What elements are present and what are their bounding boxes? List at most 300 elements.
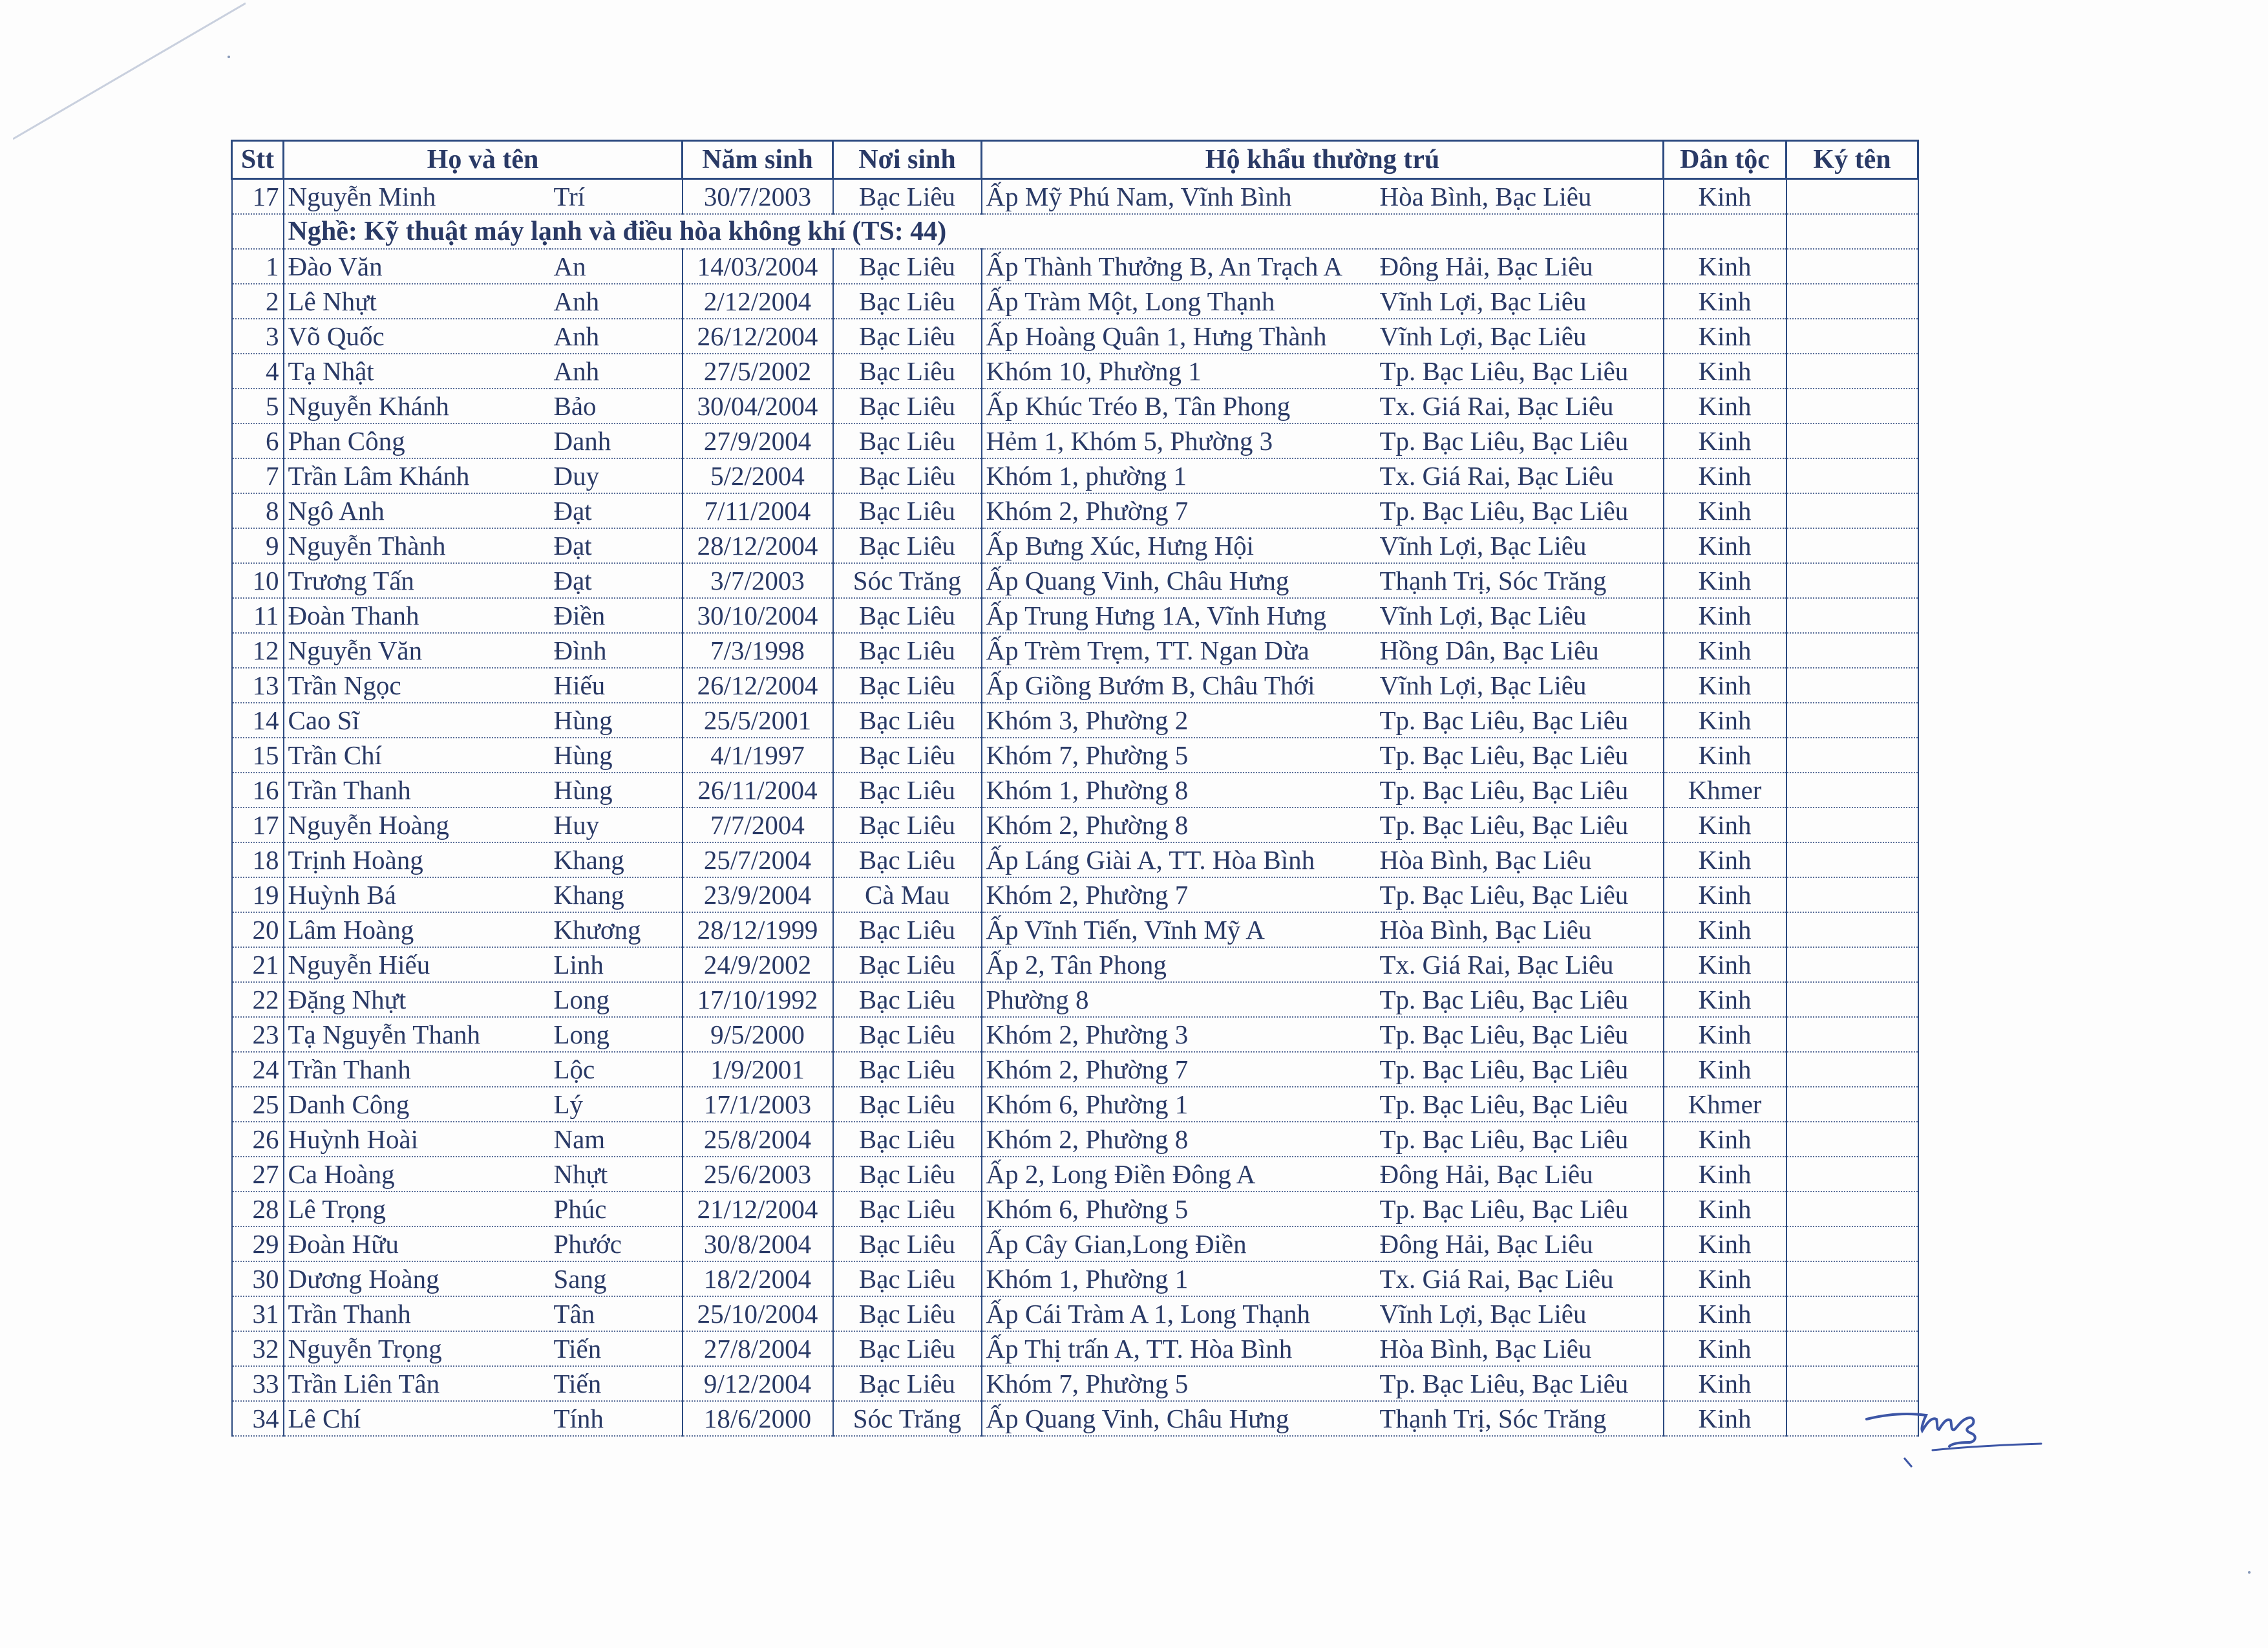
cell-ho-khau-huyen-tinh: Vĩnh Lợi, Bạc Liêu (1376, 598, 1664, 633)
cell-ten: Đạt (550, 563, 683, 598)
cell-nam-sinh: 23/9/2004 (683, 877, 833, 912)
cell-ho: Cao Sĩ (284, 703, 550, 738)
cell-ho-khau-dia-chi: Khóm 6, Phường 1 (982, 1087, 1376, 1122)
cell-noi-sinh: Bạc Liêu (833, 1226, 982, 1261)
cell-stt: 2 (232, 284, 284, 319)
cell-dan-toc: Kinh (1664, 493, 1786, 528)
table-row (232, 842, 1918, 877)
cell-nam-sinh: 26/12/2004 (683, 319, 833, 354)
paper-fold-mark (13, 0, 246, 168)
speck-mark (228, 56, 230, 58)
cell-noi-sinh: Bạc Liêu (833, 947, 982, 982)
cell-ho: Trần Chí (284, 738, 550, 773)
cell-noi-sinh: Bạc Liêu (833, 284, 982, 319)
cell-stt: 11 (232, 598, 284, 633)
cell-dan-toc: Khmer (1664, 773, 1786, 808)
cell-ky-ten (1786, 1122, 1918, 1157)
cell-ho-khau-huyen-tinh: Tx. Giá Rai, Bạc Liêu (1376, 947, 1664, 982)
cell-dan-toc: Kinh (1664, 423, 1786, 458)
cell-dan-toc: Kinh (1664, 563, 1786, 598)
section-title: Nghề: Kỹ thuật máy lạnh và điều hòa không khí (TS: 44) (284, 214, 1664, 249)
cell-ky-ten (1786, 1296, 1918, 1331)
cell-ten: Sang (550, 1261, 683, 1296)
cell-nam-sinh: 1/9/2001 (683, 1052, 833, 1087)
cell-ho-khau-huyen-tinh: Vĩnh Lợi, Bạc Liêu (1376, 1296, 1664, 1331)
cell-ho-khau-dia-chi: Khóm 1, Phường 1 (982, 1261, 1376, 1296)
cell-ho-khau-huyen-tinh: Tp. Bạc Liêu, Bạc Liêu (1376, 493, 1664, 528)
cell-ho: Trần Thanh (284, 1052, 550, 1087)
cell-ho: Lê Nhựt (284, 284, 550, 319)
cell-nam-sinh: 27/5/2002 (683, 354, 833, 389)
cell-dan-toc: Kinh (1664, 1401, 1786, 1436)
cell-ten: Anh (550, 319, 683, 354)
cell-stt: 12 (232, 633, 284, 668)
table-row (232, 633, 1918, 668)
table-row (232, 598, 1918, 633)
cell-ho-khau-dia-chi: Khóm 2, Phường 7 (982, 1052, 1376, 1087)
cell-ten: Tiến (550, 1366, 683, 1401)
table-row (232, 982, 1918, 1017)
cell-ky-ten (1786, 284, 1918, 319)
cell-ten: Nhựt (550, 1157, 683, 1192)
cell-dan-toc: Kinh (1664, 738, 1786, 773)
cell-ky-ten (1786, 1017, 1918, 1052)
cell-nam-sinh: 25/5/2001 (683, 703, 833, 738)
cell-noi-sinh: Bạc Liêu (833, 633, 982, 668)
cell-dan-toc: Kinh (1664, 877, 1786, 912)
cell-stt: 22 (232, 982, 284, 1017)
cell-ho-khau-dia-chi: Ấp Bưng Xúc, Hưng Hội (982, 528, 1376, 563)
cell-ho: Võ Quốc (284, 319, 550, 354)
cell-ho-khau-dia-chi: Khóm 2, Phường 7 (982, 493, 1376, 528)
cell-ten: Huy (550, 808, 683, 842)
cell-dan-toc: Kinh (1664, 842, 1786, 877)
cell-ho-khau-huyen-tinh: Tp. Bạc Liêu, Bạc Liêu (1376, 773, 1664, 808)
cell-stt: 17 (232, 179, 284, 215)
cell-ky-ten (1786, 947, 1918, 982)
col-header-noi-sinh: Nơi sinh (833, 141, 982, 179)
cell-dan-toc: Kinh (1664, 528, 1786, 563)
cell-ho-khau-huyen-tinh: Đông Hải, Bạc Liêu (1376, 1226, 1664, 1261)
table-row (232, 389, 1918, 423)
cell-ten: Trí (550, 179, 683, 215)
cell-dan-toc: Khmer (1664, 1087, 1786, 1122)
cell-nam-sinh: 25/10/2004 (683, 1296, 833, 1331)
cell-ky-ten (1786, 1261, 1918, 1296)
col-header-ho-khau: Hộ khẩu thường trú (982, 141, 1664, 179)
cell-nam-sinh: 9/12/2004 (683, 1366, 833, 1401)
cell-nam-sinh: 14/03/2004 (683, 249, 833, 284)
cell-ho: Trần Thanh (284, 773, 550, 808)
cell-ho-khau-dia-chi: Khóm 10, Phường 1 (982, 354, 1376, 389)
cell-ten: Long (550, 1017, 683, 1052)
cell-ten: Đình (550, 633, 683, 668)
table-row (232, 1366, 1918, 1401)
cell-ho: Tạ Nguyễn Thanh (284, 1017, 550, 1052)
cell-ho: Lê Trọng (284, 1192, 550, 1226)
cell-stt: 18 (232, 842, 284, 877)
cell-ten: Long (550, 982, 683, 1017)
cell-ho-khau-dia-chi: Ấp Láng Giài A, TT. Hòa Bình (982, 842, 1376, 877)
cell-ho-khau-dia-chi: Ấp Thị trấn A, TT. Hòa Bình (982, 1331, 1376, 1366)
cell-ho-khau-dia-chi: Khóm 3, Phường 2 (982, 703, 1376, 738)
table-row (232, 1296, 1918, 1331)
cell-ho-khau-dia-chi: Ấp Tràm Một, Long Thạnh (982, 284, 1376, 319)
cell-nam-sinh: 28/12/2004 (683, 528, 833, 563)
cell-stt: 19 (232, 877, 284, 912)
cell-dan-toc: Kinh (1664, 319, 1786, 354)
cell-noi-sinh: Bạc Liêu (833, 808, 982, 842)
cell-stt: 29 (232, 1226, 284, 1261)
cell-nam-sinh: 2/12/2004 (683, 284, 833, 319)
cell-ten: Đạt (550, 493, 683, 528)
cell-stt (232, 214, 284, 249)
cell-ten: Khương (550, 912, 683, 947)
cell-dan-toc: Kinh (1664, 249, 1786, 284)
table-row (232, 319, 1918, 354)
cell-ho-khau-huyen-tinh: Tp. Bạc Liêu, Bạc Liêu (1376, 738, 1664, 773)
cell-ky-ten (1786, 633, 1918, 668)
cell-ho-khau-dia-chi: Ấp Trèm Trẹm, TT. Ngan Dừa (982, 633, 1376, 668)
cell-ten: Hùng (550, 738, 683, 773)
cell-dan-toc: Kinh (1664, 633, 1786, 668)
cell-dan-toc: Kinh (1664, 912, 1786, 947)
cell-stt: 32 (232, 1331, 284, 1366)
cell-ten: Anh (550, 354, 683, 389)
table-row (232, 1122, 1918, 1157)
cell-ky-ten (1786, 249, 1918, 284)
table-row (232, 1052, 1918, 1087)
cell-noi-sinh: Bạc Liêu (833, 354, 982, 389)
cell-noi-sinh: Bạc Liêu (833, 249, 982, 284)
cell-ky-ten (1786, 563, 1918, 598)
col-header-dan-toc: Dân tộc (1664, 141, 1786, 179)
cell-ho: Trần Thanh (284, 1296, 550, 1331)
cell-dan-toc: Kinh (1664, 1366, 1786, 1401)
table-row (232, 423, 1918, 458)
cell-nam-sinh: 18/2/2004 (683, 1261, 833, 1296)
cell-ho-khau-dia-chi: Khóm 2, Phường 8 (982, 1122, 1376, 1157)
cell-ky-ten (1786, 1192, 1918, 1226)
cell-ho-khau-huyen-tinh: Vĩnh Lợi, Bạc Liêu (1376, 668, 1664, 703)
cell-stt: 9 (232, 528, 284, 563)
cell-ky-ten (1786, 773, 1918, 808)
cell-nam-sinh: 7/7/2004 (683, 808, 833, 842)
cell-ten: Điền (550, 598, 683, 633)
cell-ten: Tiến (550, 1331, 683, 1366)
cell-ho: Lê Chí (284, 1401, 550, 1436)
cell-ho: Trần Lâm Khánh (284, 458, 550, 493)
cell-ho-khau-dia-chi: Ấp Vĩnh Tiến, Vĩnh Mỹ A (982, 912, 1376, 947)
cell-nam-sinh: 26/12/2004 (683, 668, 833, 703)
cell-nam-sinh: 25/6/2003 (683, 1157, 833, 1192)
cell-ho-khau-huyen-tinh: Tp. Bạc Liêu, Bạc Liêu (1376, 703, 1664, 738)
cell-noi-sinh: Bạc Liêu (833, 458, 982, 493)
cell-dan-toc: Kinh (1664, 808, 1786, 842)
cell-ho-khau-huyen-tinh: Tp. Bạc Liêu, Bạc Liêu (1376, 1052, 1664, 1087)
cell-ho-khau-dia-chi: Ấp Cái Tràm A 1, Long Thạnh (982, 1296, 1376, 1331)
cell-noi-sinh: Bạc Liêu (833, 1261, 982, 1296)
cell-noi-sinh: Bạc Liêu (833, 1296, 982, 1331)
table-row (232, 1087, 1918, 1122)
cell-ho-khau-huyen-tinh: Tp. Bạc Liêu, Bạc Liêu (1376, 808, 1664, 842)
cell-ho-khau-dia-chi: Khóm 2, Phường 3 (982, 1017, 1376, 1052)
cell-noi-sinh: Bạc Liêu (833, 1052, 982, 1087)
cell-nam-sinh: 25/8/2004 (683, 1122, 833, 1157)
cell-dan-toc: Kinh (1664, 389, 1786, 423)
cell-ten: Phúc (550, 1192, 683, 1226)
cell-dan-toc: Kinh (1664, 703, 1786, 738)
cell-ky-ten (1786, 1366, 1918, 1401)
cell-ky-ten (1786, 389, 1918, 423)
cell-ho-khau-dia-chi: Khóm 2, Phường 7 (982, 877, 1376, 912)
cell-ho-khau-huyen-tinh: Hòa Bình, Bạc Liêu (1376, 842, 1664, 877)
table-row (232, 1017, 1918, 1052)
cell-noi-sinh: Bạc Liêu (833, 1017, 982, 1052)
cell-dan-toc: Kinh (1664, 598, 1786, 633)
cell-dan-toc: Kinh (1664, 179, 1786, 215)
cell-ho-khau-huyen-tinh: Vĩnh Lợi, Bạc Liêu (1376, 528, 1664, 563)
handwritten-signature (1861, 1400, 2042, 1471)
cell-ky-ten (1786, 458, 1918, 493)
student-roster-table (231, 140, 1919, 1437)
cell-noi-sinh: Bạc Liêu (833, 598, 982, 633)
section-row (232, 214, 1918, 249)
cell-dan-toc: Kinh (1664, 1331, 1786, 1366)
cell-ho: Đặng Nhựt (284, 982, 550, 1017)
cell-ky-ten (1786, 528, 1918, 563)
cell-nam-sinh: 25/7/2004 (683, 842, 833, 877)
table-header-row (232, 141, 1918, 179)
cell-ho: Huỳnh Hoài (284, 1122, 550, 1157)
cell-dan-toc: Kinh (1664, 1296, 1786, 1331)
table-row (232, 668, 1918, 703)
cell-stt: 1 (232, 249, 284, 284)
cell-dan-toc: Kinh (1664, 1017, 1786, 1052)
cell-ho-khau-huyen-tinh: Tp. Bạc Liêu, Bạc Liêu (1376, 1366, 1664, 1401)
cell-ho-khau-dia-chi: Ấp Khúc Tréo B, Tân Phong (982, 389, 1376, 423)
cell-ky-ten (1786, 319, 1918, 354)
cell-nam-sinh: 17/10/1992 (683, 982, 833, 1017)
cell-stt: 20 (232, 912, 284, 947)
table-row (232, 773, 1918, 808)
cell-stt: 8 (232, 493, 284, 528)
cell-ky-ten (1786, 598, 1918, 633)
cell-stt: 15 (232, 738, 284, 773)
cell-dan-toc: Kinh (1664, 982, 1786, 1017)
table-row (232, 528, 1918, 563)
cell-noi-sinh: Bạc Liêu (833, 982, 982, 1017)
cell-noi-sinh: Bạc Liêu (833, 389, 982, 423)
cell-ky-ten (1786, 877, 1918, 912)
cell-ho-khau-huyen-tinh: Tp. Bạc Liêu, Bạc Liêu (1376, 1192, 1664, 1226)
table-row (232, 808, 1918, 842)
table-row (232, 947, 1918, 982)
cell-ho-khau-huyen-tinh: Hòa Bình, Bạc Liêu (1376, 1331, 1664, 1366)
table-row (232, 179, 1918, 215)
cell-stt: 5 (232, 389, 284, 423)
cell-ho-khau-huyen-tinh: Tp. Bạc Liêu, Bạc Liêu (1376, 877, 1664, 912)
cell-dan-toc (1664, 214, 1786, 249)
cell-ho: Nguyễn Văn (284, 633, 550, 668)
col-header-stt: Stt (232, 141, 284, 179)
cell-ho-khau-dia-chi: Ấp Hoàng Quân 1, Hưng Thành (982, 319, 1376, 354)
cell-nam-sinh: 3/7/2003 (683, 563, 833, 598)
cell-dan-toc: Kinh (1664, 1261, 1786, 1296)
cell-noi-sinh: Bạc Liêu (833, 1157, 982, 1192)
cell-stt: 6 (232, 423, 284, 458)
cell-stt: 26 (232, 1122, 284, 1157)
table-row (232, 1226, 1918, 1261)
cell-ho-khau-huyen-tinh: Hòa Bình, Bạc Liêu (1376, 179, 1664, 215)
cell-noi-sinh: Bạc Liêu (833, 738, 982, 773)
cell-ten: Tân (550, 1296, 683, 1331)
cell-ky-ten (1786, 1331, 1918, 1366)
table-row (232, 563, 1918, 598)
cell-stt: 23 (232, 1017, 284, 1052)
cell-noi-sinh: Bạc Liêu (833, 319, 982, 354)
cell-dan-toc: Kinh (1664, 354, 1786, 389)
cell-stt: 34 (232, 1401, 284, 1436)
cell-noi-sinh: Bạc Liêu (833, 493, 982, 528)
cell-stt: 17 (232, 808, 284, 842)
cell-ho: Trần Liên Tân (284, 1366, 550, 1401)
cell-stt: 7 (232, 458, 284, 493)
cell-ho: Nguyễn Hiếu (284, 947, 550, 982)
cell-ten: Duy (550, 458, 683, 493)
cell-stt: 16 (232, 773, 284, 808)
cell-ten: Nam (550, 1122, 683, 1157)
cell-nam-sinh: 30/7/2003 (683, 179, 833, 215)
cell-nam-sinh: 5/2/2004 (683, 458, 833, 493)
cell-nam-sinh: 30/04/2004 (683, 389, 833, 423)
table-row (232, 877, 1918, 912)
cell-dan-toc: Kinh (1664, 1157, 1786, 1192)
cell-ky-ten (1786, 179, 1918, 215)
cell-ho-khau-huyen-tinh: Đông Hải, Bạc Liêu (1376, 249, 1664, 284)
cell-stt: 21 (232, 947, 284, 982)
cell-nam-sinh: 4/1/1997 (683, 738, 833, 773)
table-row (232, 249, 1918, 284)
cell-ten: Bảo (550, 389, 683, 423)
table-row (232, 284, 1918, 319)
table-row (232, 703, 1918, 738)
table-row (232, 1331, 1918, 1366)
table-body (232, 179, 1918, 1437)
cell-dan-toc: Kinh (1664, 1122, 1786, 1157)
cell-noi-sinh: Bạc Liêu (833, 1087, 982, 1122)
cell-ho-khau-dia-chi: Ấp Trung Hưng 1A, Vĩnh Hưng (982, 598, 1376, 633)
cell-ten: Hùng (550, 773, 683, 808)
cell-ho-khau-huyen-tinh: Tx. Giá Rai, Bạc Liêu (1376, 389, 1664, 423)
cell-nam-sinh: 28/12/1999 (683, 912, 833, 947)
cell-noi-sinh: Bạc Liêu (833, 668, 982, 703)
cell-ky-ten (1786, 354, 1918, 389)
cell-ten: Anh (550, 284, 683, 319)
cell-stt: 3 (232, 319, 284, 354)
cell-ho: Đoàn Hữu (284, 1226, 550, 1261)
cell-stt: 25 (232, 1087, 284, 1122)
table-row (232, 458, 1918, 493)
cell-ho-khau-dia-chi: Khóm 7, Phường 5 (982, 1366, 1376, 1401)
cell-dan-toc: Kinh (1664, 668, 1786, 703)
cell-noi-sinh: Sóc Trăng (833, 1401, 982, 1436)
table-row (232, 1401, 1918, 1436)
cell-ho: Nguyễn Hoàng (284, 808, 550, 842)
table-row (232, 912, 1918, 947)
cell-noi-sinh: Bạc Liêu (833, 842, 982, 877)
cell-dan-toc: Kinh (1664, 947, 1786, 982)
cell-ho-khau-huyen-tinh: Vĩnh Lợi, Bạc Liêu (1376, 319, 1664, 354)
cell-ho-khau-dia-chi: Khóm 2, Phường 8 (982, 808, 1376, 842)
cell-ho: Tạ Nhật (284, 354, 550, 389)
cell-ky-ten (1786, 1157, 1918, 1192)
cell-noi-sinh: Bạc Liêu (833, 703, 982, 738)
cell-noi-sinh: Bạc Liêu (833, 528, 982, 563)
cell-dan-toc: Kinh (1664, 1052, 1786, 1087)
cell-nam-sinh: 7/3/1998 (683, 633, 833, 668)
cell-stt: 28 (232, 1192, 284, 1226)
col-header-ho-ten: Họ và tên (284, 141, 683, 179)
cell-ho: Trương Tấn (284, 563, 550, 598)
cell-ho-khau-huyen-tinh: Vĩnh Lợi, Bạc Liêu (1376, 284, 1664, 319)
cell-nam-sinh: 30/8/2004 (683, 1226, 833, 1261)
cell-ho-khau-huyen-tinh: Thạnh Trị, Sóc Trăng (1376, 1401, 1664, 1436)
cell-ho-khau-dia-chi: Khóm 6, Phường 5 (982, 1192, 1376, 1226)
cell-ho-khau-huyen-tinh: Tx. Giá Rai, Bạc Liêu (1376, 1261, 1664, 1296)
cell-stt: 14 (232, 703, 284, 738)
cell-noi-sinh: Bạc Liêu (833, 1331, 982, 1366)
cell-stt: 4 (232, 354, 284, 389)
table-row (232, 1192, 1918, 1226)
cell-ky-ten (1786, 668, 1918, 703)
table-row (232, 493, 1918, 528)
cell-ho: Đào Văn (284, 249, 550, 284)
cell-noi-sinh: Bạc Liêu (833, 179, 982, 215)
cell-ky-ten (1786, 912, 1918, 947)
cell-stt: 13 (232, 668, 284, 703)
cell-ky-ten (1786, 982, 1918, 1017)
cell-ho-khau-dia-chi: Phường 8 (982, 982, 1376, 1017)
cell-noi-sinh: Bạc Liêu (833, 912, 982, 947)
cell-ho: Đoàn Thanh (284, 598, 550, 633)
cell-noi-sinh: Bạc Liêu (833, 1192, 982, 1226)
cell-ho: Ngô Anh (284, 493, 550, 528)
cell-ten: Hùng (550, 703, 683, 738)
cell-stt: 10 (232, 563, 284, 598)
cell-ho-khau-huyen-tinh: Tp. Bạc Liêu, Bạc Liêu (1376, 1122, 1664, 1157)
cell-nam-sinh: 30/10/2004 (683, 598, 833, 633)
cell-ho-khau-dia-chi: Ấp Mỹ Phú Nam, Vĩnh Bình (982, 179, 1376, 215)
cell-ho-khau-huyen-tinh: Hồng Dân, Bạc Liêu (1376, 633, 1664, 668)
cell-noi-sinh: Bạc Liêu (833, 1122, 982, 1157)
cell-dan-toc: Kinh (1664, 1192, 1786, 1226)
cell-ho: Dương Hoàng (284, 1261, 550, 1296)
table-row (232, 738, 1918, 773)
cell-ho: Huỳnh Bá (284, 877, 550, 912)
cell-ten: Hiếu (550, 668, 683, 703)
table-row (232, 1157, 1918, 1192)
speck-mark (2248, 1571, 2251, 1574)
cell-ky-ten (1786, 1226, 1918, 1261)
cell-ho-khau-huyen-tinh: Thạnh Trị, Sóc Trăng (1376, 563, 1664, 598)
cell-ky-ten (1786, 808, 1918, 842)
cell-ky-ten (1786, 214, 1918, 249)
cell-nam-sinh: 9/5/2000 (683, 1017, 833, 1052)
cell-ho-khau-dia-chi: Ấp Thành Thưởng B, An Trạch A (982, 249, 1376, 284)
cell-stt: 33 (232, 1366, 284, 1401)
cell-ho-khau-huyen-tinh: Tp. Bạc Liêu, Bạc Liêu (1376, 354, 1664, 389)
